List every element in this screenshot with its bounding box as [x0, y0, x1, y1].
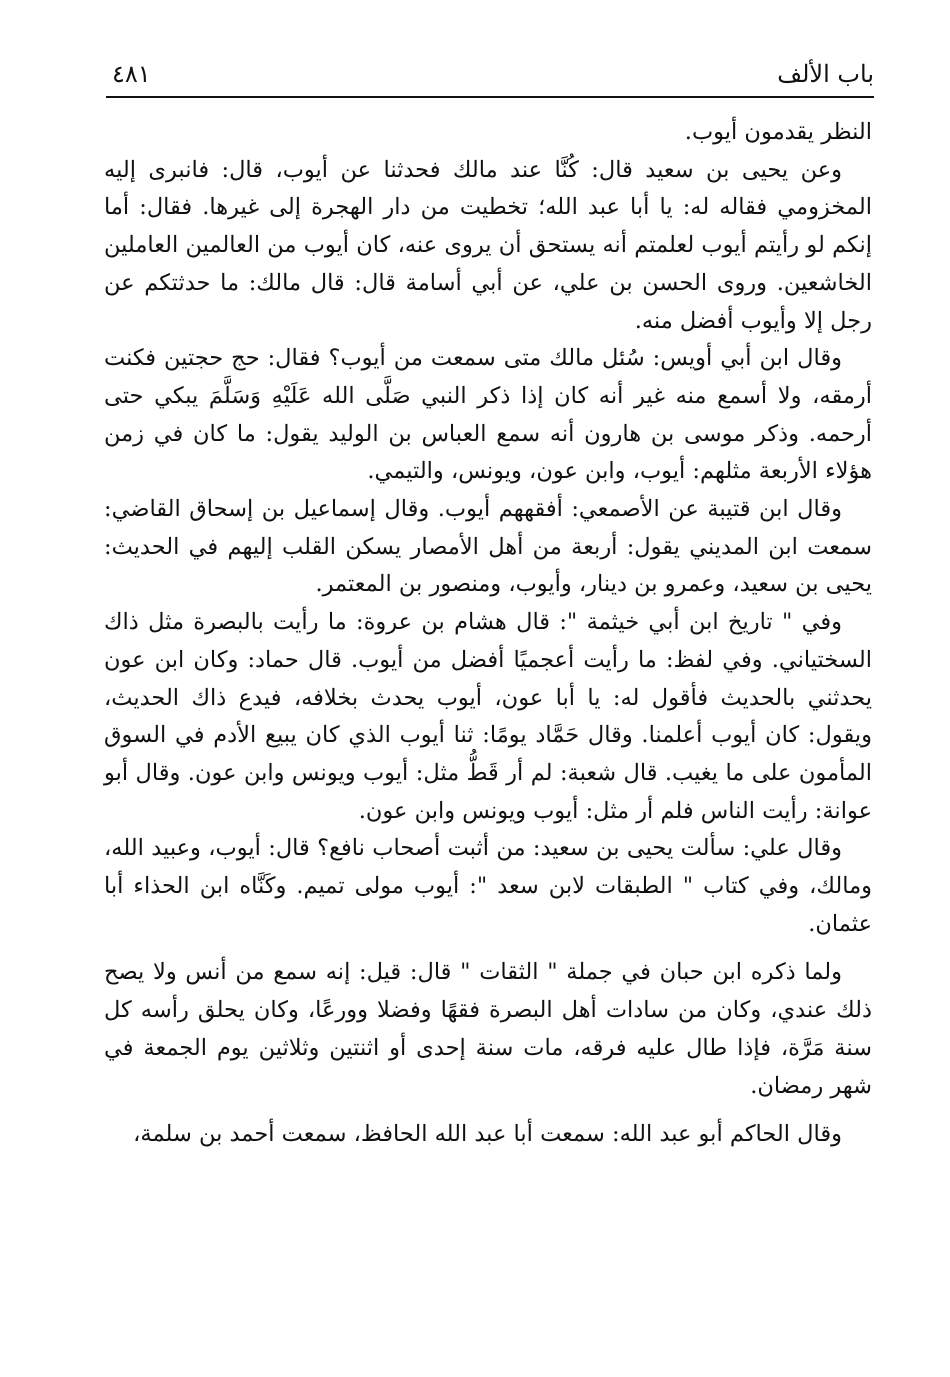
paragraph: وقال الحاكم أبو عبد الله: سمعت أبا عبد الله الحافظ، سمعت أحمد بن سلمة،: [133, 1121, 842, 1148]
page-number: ٤٨١: [112, 60, 151, 88]
body-text: [104, 114, 872, 1154]
paragraph: وقال ابن أبي أويس: سُئل مالك متى سمعت من أيوب؟ فقال: حج حجتين فكنت أرمقه، ولا أسمع منه غير أنه كان إذا ذكر النبي صَلَّى الله عَلَيْهِ وَسَلَّمَ يبكي حتى أرحمه. وذكر موسى بن هارون أنه سمع العباس بن الوليد يقول: ما كان في زمن هؤلاء الأربعة مثلهم: أيوب، وابن عون، ويونس، والتيمي.: [104, 345, 872, 485]
header-divider: [106, 96, 874, 98]
paragraph: النظر يقدمون أيوب.: [684, 119, 872, 145]
paragraph: ولما ذكره ابن حبان في جملة " الثقات " قال: قيل: إنه سمع من أنس ولا يصح ذلك عندي، وكان من سادات أهل البصرة فقهًا وفضلا وورعًا، وكان يحلق رأسه كل سنة مَرَّة، فإذا طال عليه فرقه، مات سنة إحدى أو اثنتين وثلاثين يوم الجمعة في شهر رمضان.: [104, 959, 872, 1099]
paragraph: وقال ابن قتيبة عن الأصمعي: أفقههم أيوب. وقال إسماعيل بن إسحاق القاضي: سمعت ابن المديني يقول: أربعة من أهل الأمصار يسكن القلب إليهم في الحديث: يحيى بن سعيد، وعمرو بن دينار، وأيوب، ومنصور بن المعتمر.: [104, 496, 872, 598]
paragraph: وعن يحيى بن سعيد قال: كُنَّا عند مالك فحدثنا عن أيوب، قال: فانبرى إليه المخزومي فقاله له: يا أبا عبد الله؛ تخطيت من دار الهجرة إلى غيرها. فقال: أما إنكم لو رأيتم أيوب لعلمتم أنه يستحق أن يروى عنه، كان أيوب من العالمين العاملين الخاشعين. وروى الحسن بن علي، عن أبي أسامة قال: قال مالك: ما حدثتكم عن رجل إلا وأيوب أفضل منه.: [104, 156, 872, 334]
paragraph: وفي " تاريخ ابن أبي خيثمة ": قال هشام بن عروة: ما رأيت بالبصرة مثل ذاك السختياني. وفي لفظ: ما رأيت أعجميًا أفضل من أيوب. قال حماد: وكان ابن عون يحدثني بالحديث فأقول له: يا أبا عون، أيوب يحدث بخلافه، فيدع ذاك الحديث، ويقول: كان أيوب أعلمنا. وقال حَمَّاد يومًا: ثنا أيوب الذي كان يبيع الأدم في السوق المأمون على ما يغيب. قال شعبة: لم أر قَطُّ مثل: أيوب ويونس وابن عون. وقال أبو عوانة: رأيت الناس فلم أر مثل: أيوب ويونس وابن عون.: [104, 609, 872, 824]
paragraph: وقال علي: سألت يحيى بن سعيد: من أثبت أصحاب نافع؟ قال: أيوب، وعبيد الله، ومالك، وفي كتاب " الطبقات لابن سعد ": أيوب مولى تميم. وكَنَّاه ابن الحذاء أبا عثمان.: [104, 835, 872, 937]
chapter-title: باب الألف: [777, 60, 874, 88]
page-header: [106, 56, 874, 96]
